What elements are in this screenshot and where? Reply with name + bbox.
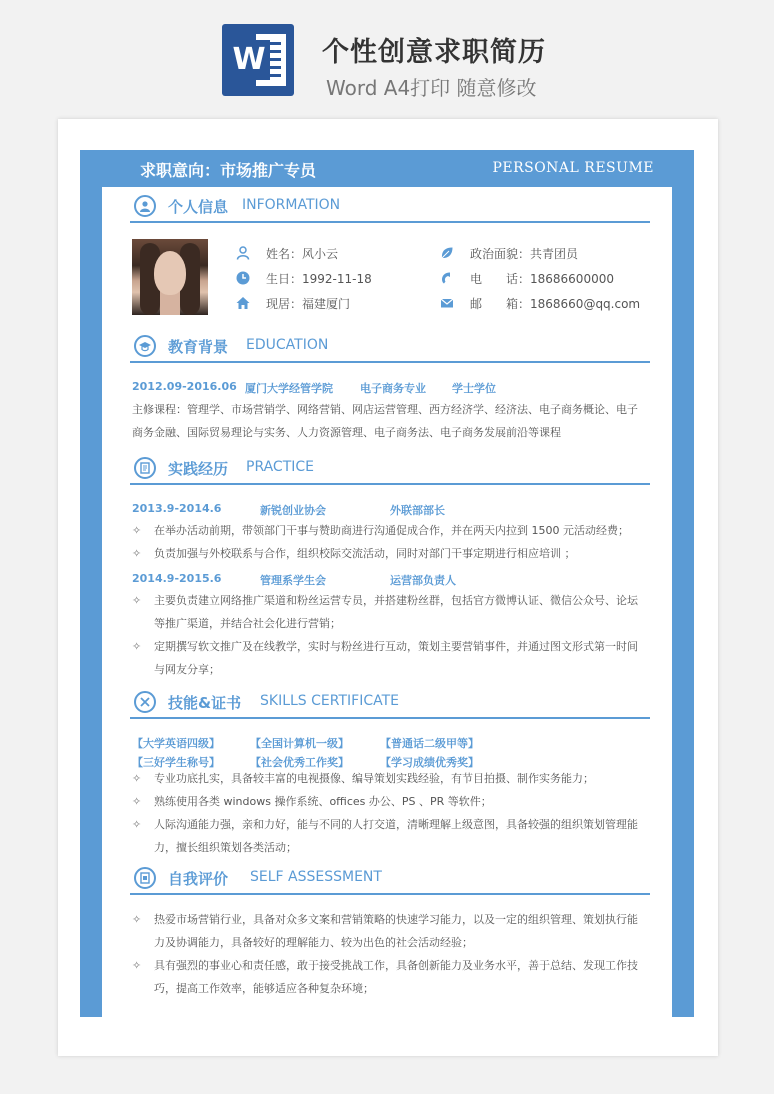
- bullet-icon: ✧: [132, 818, 142, 831]
- section-title-cn: 教育背景: [168, 338, 229, 356]
- section-title-cn: 自我评价: [168, 870, 229, 888]
- education-period: 2012.09-2016.06: [132, 380, 237, 393]
- clock-icon: [236, 271, 250, 285]
- education-degree: 学士学位: [452, 382, 496, 395]
- section-skills-heading: [130, 689, 650, 719]
- page-title: 个性创意求职简历: [322, 37, 546, 68]
- certificate: 【大学英语四级】: [132, 737, 220, 750]
- document-icon: [134, 457, 156, 479]
- mail-icon: [440, 296, 454, 310]
- personal-resume-banner: PERSONAL RESUME: [492, 160, 654, 176]
- certificate: 【学习成绩优秀奖】: [380, 756, 479, 769]
- bullet-icon: ✧: [132, 959, 142, 972]
- resume-frame: [80, 150, 694, 1017]
- practice-period: 2014.9-2015.6: [132, 572, 222, 585]
- home-icon: [236, 296, 250, 310]
- bullet-icon: ✧: [132, 913, 142, 926]
- phone-icon: [440, 271, 454, 285]
- list-item: ✧ 定期撰写软文推广及在线教学，实时与粉丝进行互动，策划主要营销事件，并通过图文形式第一时间与网友分享；: [132, 635, 646, 681]
- list-item: ✧ 主要负责建立网络推广渠道和粉丝运营专员，并搭建粉丝群，包括官方微博认证、微信公众号、论坛等推广渠道，并结合社会化进行营销；: [132, 589, 646, 635]
- section-title-cn: 技能&证书: [168, 694, 242, 712]
- section-title-en: EDUCATION: [246, 337, 329, 353]
- list-item: ✧ 负责加强与外校联系与合作，组织校际交流活动，同时对部门干事定期进行相应培训 ；: [132, 542, 646, 565]
- section-title-cn: 个人信息: [168, 198, 229, 216]
- practice-role: 外联部部长: [390, 504, 445, 517]
- list-item: ✧ 专业功底扎实，具备较丰富的电视摄像、编导策划实践经验，有节目拍摄、制作实务能力；: [132, 767, 646, 790]
- education-major: 电子商务专业: [360, 382, 426, 395]
- certificate: 【三好学生称号】: [132, 756, 220, 769]
- bullet-icon: ✧: [132, 640, 142, 653]
- bullet-icon: ✧: [132, 795, 142, 808]
- resume-paper: [58, 119, 718, 1056]
- section-title-en: SKILLS CERTIFICATE: [260, 693, 399, 709]
- practice-role: 运营部负责人: [390, 574, 456, 587]
- certificate: 【全国计算机一级】: [250, 737, 349, 750]
- person-icon: [134, 195, 156, 217]
- list-item: ✧ 具有强烈的事业心和责任感，敢于接受挑战工作，具备创新能力及业务水平，善于总结、发现工作技巧，提高工作效率，能够适应各种复杂环境；: [132, 954, 646, 1000]
- section-self-assessment-heading: [130, 865, 650, 895]
- list-item: ✧ 热爱市场营销行业，具备对众多文案和营销策略的快速学习能力，以及一定的组织管理、策划执行能力及协调能力，具备较好的理解能力、较为出色的社会活动经验；: [132, 908, 646, 954]
- graduation-cap-icon: [134, 335, 156, 357]
- word-icon: [222, 24, 294, 96]
- bullet-icon: ✧: [132, 524, 142, 537]
- list-item: ✧ 人际沟通能力强，亲和力好，能与不同的人打交道，清晰理解上级意图，具备较强的组织策划管理能力，擅长组织策划各类活动；: [132, 813, 646, 859]
- bullet-icon: ✧: [132, 547, 142, 560]
- section-title-en: INFORMATION: [242, 197, 341, 213]
- section-title-en: PRACTICE: [246, 459, 315, 475]
- section-education-heading: [130, 333, 650, 363]
- bullet-icon: ✧: [132, 594, 142, 607]
- list-item: ✧ 熟练使用各类 windows 操作系统、offices 办公、PS 、PR 等软件；: [132, 790, 646, 813]
- section-title-en: SELF ASSESSMENT: [250, 869, 382, 885]
- education-school: 厦门大学经管学院: [245, 382, 333, 395]
- practice-org: 新锐创业协会: [260, 504, 326, 517]
- leaf-icon: [440, 246, 454, 260]
- resume-body: 个人信息 INFORMATION 姓名：风小云 生日：1992-11-18 现居：福建厦门 政治面貌：共青团员 电 话：18686600000 邮 箱：1868660@qq.com 教育背景 EDUCATION 2012.09-2016.06 厦门大学经管学院 电子商务专业 学士学位 主修课程：管理学、市场营销学、网络营销、网店运营管理、西方经济学、经济法、电子商务概论、电子商务金融、国际贸易理论与实务、人力资源管理、电子商务法、电子商务发展前沿等课程 实践经历 PRACTICE 2013.9-2014.6 新锐创业协会 外联部部长 ✧ 在举办活动前期，带领部门干事与赞助商进行沟通促成合作，并在两天内拉到 1500 元活动经费； ✧ 负责加强与外校联系与合作，组织校际交流活动，同时对部门干事定期进行相应培训 ； 2014.9-2015.6 管理系学生会 运营部负责人 ✧ 主要负责建立网络推广渠道和粉丝运营专员，并搭建粉丝群，包括官方微博认证、微信公众号、论坛等推广渠道，并结合社会化进行营销； ✧ 定期撰写软文推广及在线教学，实时与粉丝进行互动，策划主要营销事件，并通过图文形式第一时间与网友分享； 技能&证书 SKILLS CERTIFICATE 【大学英语四级】 【全国计算机一级】 【普通话二级甲等】 【三好学生称号】 【社会优秀工作奖】 【学习成绩优秀奖】 ✧ 专业功底扎实，具备较丰富的电视摄像、编导策划实践经验，有节目拍摄、制作实务能力； ✧ 熟练使用各类 windows 操作系统、offices 办公、PS 、PR 等软件； ✧ 人际沟通能力强，亲和力好，能与不同的人打交道，清晰理解上级意图，具备较强的组织策划管理能力，擅长组织策划各类活动； 自我评价 SELF ASSESSMENT ✧ 热爱市场营销行业，具备对众多文案和营销策略的快速学习能力，以及一定的组织管理、策划执行能力及协调能力，具备较好的理解能力、较为出色的社会活动经验； ✧ 具有强烈的事业心和责任感，敢于接受挑战工作，具备创新能力及业务水平，善于总结、发现工作技巧，提高工作效率，能够适应各种复杂环境；: [102, 187, 672, 1017]
- word-logo-letter: W: [228, 40, 270, 80]
- profile-photo: [132, 239, 208, 315]
- page-subtitle: Word A4打印 随意修改: [326, 76, 537, 100]
- download-header: [0, 0, 774, 118]
- practice-period: 2013.9-2014.6: [132, 502, 222, 515]
- job-objective: 求职意向：市场推广专员: [140, 161, 317, 180]
- certificate: 【社会优秀工作奖】: [250, 756, 349, 769]
- section-information-heading: [130, 193, 650, 223]
- user-icon: [236, 246, 250, 260]
- list-item: ✧ 在举办活动前期，带领部门干事与赞助商进行沟通促成合作，并在两天内拉到 1500 元活动经费；: [132, 519, 646, 542]
- notebook-icon: [134, 867, 156, 889]
- certificate: 【普通话二级甲等】: [380, 737, 479, 750]
- education-courses: 主修课程：管理学、市场营销学、网络营销、网店运营管理、西方经济学、经济法、电子商务概论、电子商务金融、国际贸易理论与实务、人力资源管理、电子商务法、电子商务发展前沿等课程: [132, 403, 638, 439]
- practice-org: 管理系学生会: [260, 574, 326, 587]
- section-practice-heading: [130, 455, 650, 485]
- bullet-icon: ✧: [132, 772, 142, 785]
- tools-icon: [134, 691, 156, 713]
- section-title-cn: 实践经历: [168, 460, 229, 478]
